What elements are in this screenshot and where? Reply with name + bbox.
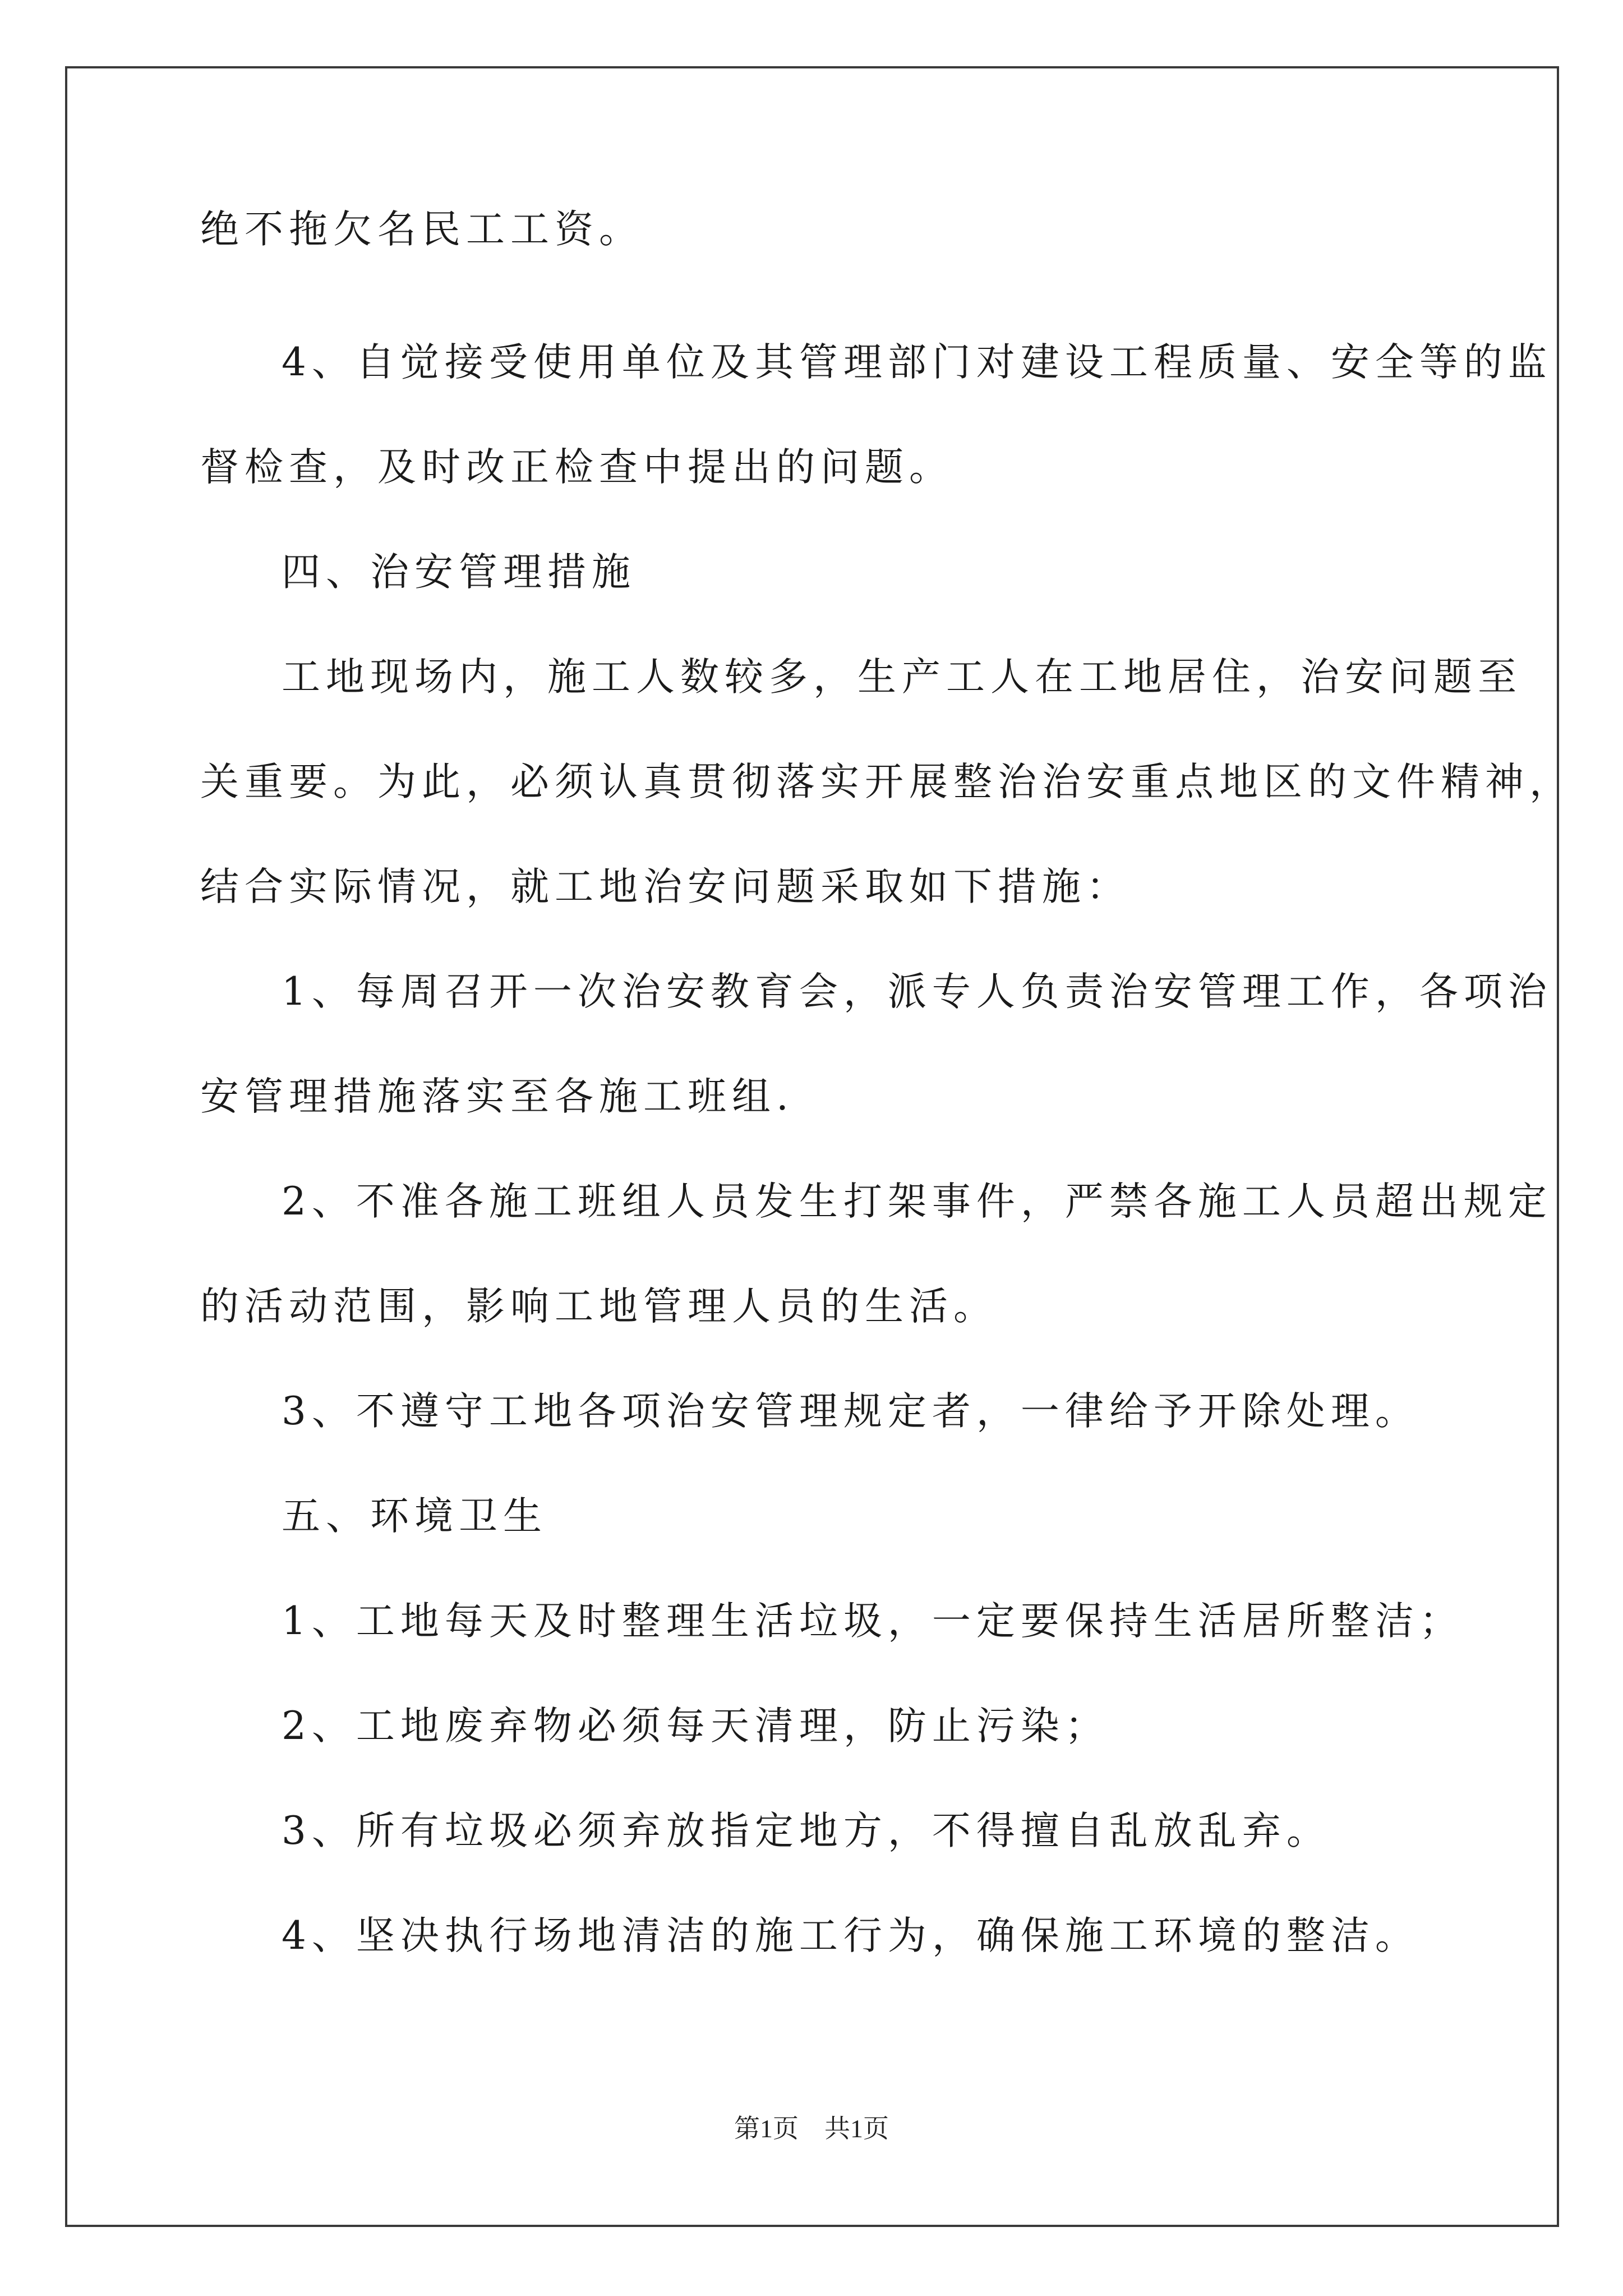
section-heading: 四、治安管理措施 bbox=[282, 550, 636, 595]
list-item-line: 4、自觉接受使用单位及其管理部门对建设工程质量、安全等的监 bbox=[282, 340, 1552, 385]
text-line: 督检查，及时改正检查中提出的问题。 bbox=[200, 445, 953, 490]
text-line: 的活动范围，影响工地管理人员的生活。 bbox=[200, 1284, 998, 1329]
list-item-line: 4、坚决执行场地清洁的施工行为，确保施工环境的整洁。 bbox=[282, 1913, 1419, 1958]
page-number: 第1页 共1页 bbox=[734, 2114, 889, 2143]
paragraph-line: 结合实际情况，就工地治安问题采取如下措施： bbox=[200, 864, 1131, 909]
list-item-line: 1、每周召开一次治安教育会，派专人负责治安管理工作，各项治 bbox=[282, 969, 1552, 1014]
list-item-line: 2、工地废弃物必须每天清理，防止污染； bbox=[282, 1704, 1109, 1749]
list-item-line: 3、所有垃圾必须弃放指定地方，不得擅自乱放乱弃。 bbox=[282, 1809, 1331, 1853]
list-item-line: 2、不准各施工班组人员发生打架事件，严禁各施工人员超出规定 bbox=[282, 1179, 1552, 1224]
list-item-line: 1、工地每天及时整理生活垃圾，一定要保持生活居所整洁； bbox=[282, 1599, 1464, 1644]
text-line: 绝不拖欠名民工工资。 bbox=[200, 207, 643, 252]
page-border bbox=[65, 66, 1559, 2227]
paragraph-line: 关重要。为此，必须认真贯彻落实开展整治治安重点地区的文件精神， bbox=[200, 760, 1574, 804]
text-line: 安管理措施落实至各施工班组. bbox=[200, 1074, 794, 1119]
section-heading: 五、环境卫生 bbox=[282, 1494, 547, 1539]
paragraph-line: 工地现场内，施工人数较多，生产工人在工地居住，治安问题至 bbox=[282, 655, 1522, 700]
list-item-line: 3、不遵守工地各项治安管理规定者，一律给予开除处理。 bbox=[282, 1389, 1419, 1434]
